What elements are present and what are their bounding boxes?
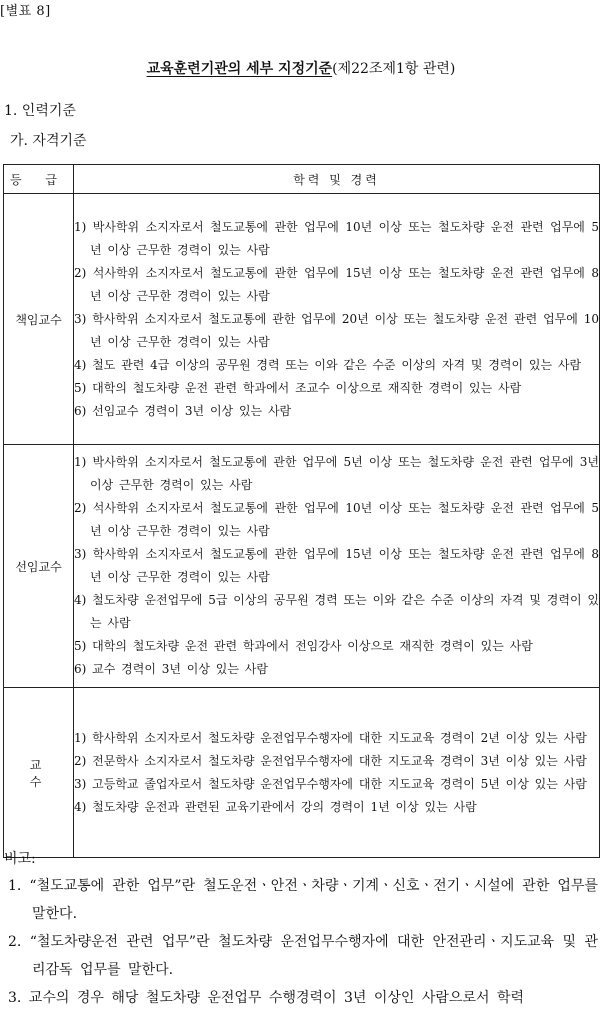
requirement-item: 1) 박사학위 소지자로서 철도교통에 관한 업무에 5년 이상 또는 철도차량 운전 관련 업무에 3년 이상 근무한 경력이 있는 사람 bbox=[74, 455, 599, 492]
title-main: 교육훈련기관의 세부 지정기준 bbox=[146, 61, 333, 77]
requirement-item: 2) 석사학위 소지자로서 철도교통에 관한 업무에 15년 이상 또는 철도차량 운전 관련 업무에 8년 이상 근무한 경력이 있는 사람 bbox=[74, 265, 599, 303]
requirement-item: 1) 학사학위 소지자로서 철도차량 운전업무수행자에 대한 지도교육 경력이 2년 이상 있는 사람 bbox=[74, 730, 587, 745]
requirement-item: 2) 석사학위 소지자로서 철도교통에 관한 업무에 10년 이상 또는 철도차량 운전 관련 업무에 5년 이상 근무한 경력이 있는 사람 bbox=[74, 501, 599, 538]
requirement-item: 5) 대학의 철도차량 운전 관련 학과에서 조교수 이상으로 재직한 경력이 있는 사람 bbox=[74, 380, 522, 395]
requirements-cell bbox=[74, 688, 600, 858]
requirements-cell bbox=[74, 194, 600, 445]
requirement-item: 1) 박사학위 소지자로서 철도교통에 관한 업무에 10년 이상 또는 철도차량 운전 관련 업무에 5년 이상 근무한 경력이 있는 사람 bbox=[74, 219, 599, 257]
requirement-item: 4) 철도 관련 4급 이상의 공무원 경력 또는 이와 같은 수준 이상의 자격 및 경력이 있는 사람 bbox=[74, 357, 582, 372]
section-heading-personnel: 1. 인력기준 bbox=[4, 103, 76, 119]
grade-cell: 책임교수 bbox=[4, 194, 74, 445]
requirement-item: 4) 철도차량 운전업무에 5급 이상의 공무원 경력 또는 이와 같은 수준 이상의 자격 및 경력이 있는 사람 bbox=[74, 593, 599, 630]
qualification-table bbox=[3, 164, 600, 858]
requirement-item: 3) 학사학위 소지자로서 철도교통에 관한 업무에 15년 이상 또는 철도차량 운전 관련 업무에 8년 이상 근무한 경력이 있는 사람 bbox=[74, 547, 599, 584]
header-requirements: 학력 및 경력 bbox=[74, 165, 600, 194]
subsection-heading-qualification: 가. 자격기준 bbox=[10, 133, 87, 149]
title-reference: (제22조제1항 관련) bbox=[332, 61, 456, 77]
requirement-item: 4) 철도차량 운전과 관련된 교육기관에서 강의 경력이 1년 이상 있는 사람 bbox=[74, 799, 477, 814]
table-row-senior-professor bbox=[4, 445, 600, 688]
table-header-row bbox=[4, 165, 600, 194]
table-row-chief-professor bbox=[4, 194, 600, 445]
requirement-item: 5) 대학의 철도차량 운전 관련 학과에서 전임강사 이상으로 재직한 경력이 있는 사람 bbox=[74, 639, 533, 653]
requirements-cell bbox=[74, 445, 600, 688]
remarks-label: 비고: bbox=[4, 851, 36, 867]
remark-item: 2. “철도차량운전 관련 업무”란 철도차량 운전업무수행자에 대한 안전관리ㆍ지도교육 및 관리감독 업무를 말한다. bbox=[8, 934, 598, 978]
remark-item: 1. “철도교통에 관한 업무”란 철도운전ㆍ안전ㆍ차량ㆍ기계ㆍ신호ㆍ전기ㆍ시설에 관한 업무를 말한다. bbox=[8, 878, 598, 922]
requirement-item: 6) 선임교수 경력이 3년 이상 있는 사람 bbox=[74, 403, 292, 418]
table-row-professor bbox=[4, 688, 600, 858]
remarks-list bbox=[8, 872, 598, 1012]
document-title bbox=[0, 58, 602, 78]
grade-cell: 교 수 bbox=[4, 688, 74, 858]
requirement-item: 6) 교수 경력이 3년 이상 있는 사람 bbox=[74, 662, 268, 676]
remark-item: 3. 교수의 경우 해당 철도차량 운전업무 수행경력이 3년 이상인 사람으로서 학력 bbox=[8, 990, 525, 1006]
requirement-item: 3) 고등학교 졸업자로서 철도차량 운전업무수행자에 대한 지도교육 경력이 5년 이상 있는 사람 bbox=[74, 776, 587, 791]
header-grade: 등 급 bbox=[4, 165, 74, 194]
requirement-item: 3) 학사학위 소지자로서 철도교통에 관한 업무에 20년 이상 또는 철도차량 운전 관련 업무에 10년 이상 근무한 경력이 있는 사람 bbox=[74, 311, 599, 349]
requirement-item: 2) 전문학사 소지자로서 철도차량 운전업무수행자에 대한 지도교육 경력이 3년 이상 있는 사람 bbox=[74, 753, 587, 768]
grade-cell: 선임교수 bbox=[4, 445, 74, 688]
attachment-label: [별표 8] bbox=[0, 4, 51, 19]
